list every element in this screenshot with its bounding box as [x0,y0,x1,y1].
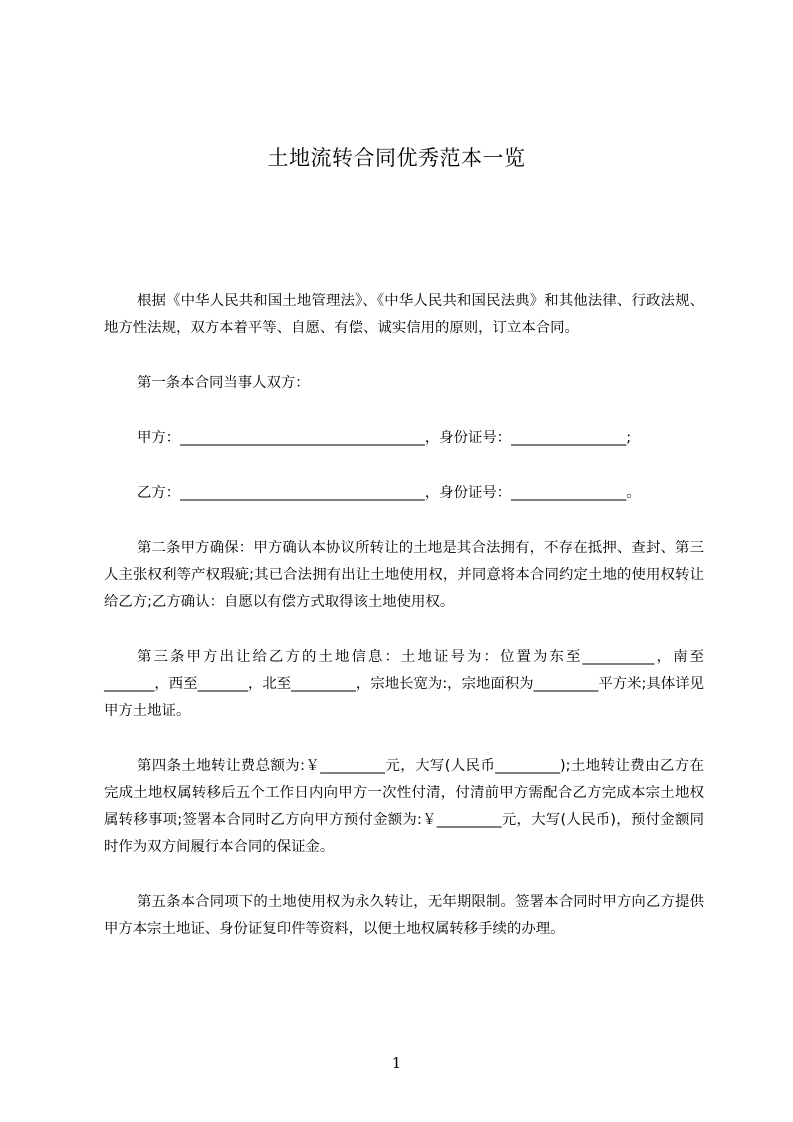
page-number: 1 [391,1054,402,1072]
article-4-paragraph: 第四条土地转让费总额为:￥_________元，大写(人民币_________);土地转让费由乙方在完成土地权属转移后五个工作日内向甲方一次性付清，付清前甲方需配合乙方完成本宗土地权属转移事项;签署本合同时乙方向甲方预付金额为:￥_________元，大写(人民币)，预付金额同时作为双方间履行本合同的保证金。 [104,758,704,855]
document-body [104,288,704,971]
article-2-paragraph: 第二条甲方确保：甲方确认本协议所转让的土地是其合法拥有，不存在抵押、查封、第三人主张权利等产权瑕疵;其已合法拥有出让土地使用权，并同意将本合同约定土地的使用权转让给乙方;乙方确认：自愿以有偿方式取得该土地使用权。 [104,540,704,610]
party-b-line: 乙方：__________________________________，身份证号：________________。 [137,485,641,501]
party-a-line: 甲方：__________________________________，身份证号：________________; [137,430,632,446]
article-5-paragraph: 第五条本合同项下的土地使用权为永久转让，无年期限制。签署本合同时甲方向乙方提供甲方本宗土地证、身份证复印件等资料，以便土地权属转移手续的办理。 [104,894,704,937]
preamble-paragraph: 根据《中华人民共和国土地管理法》、《中华人民共和国民法典》和其他法律、行政法规、地方性法规，双方本着平等、自愿、有偿、诚实信用的原则，订立本合同。 [104,293,704,336]
document-title: 土地流转合同优秀范本一览 [267,146,526,170]
article-1-heading: 第一条本合同当事人双方： [137,375,310,391]
article-3-paragraph: 第三条甲方出让给乙方的土地信息：土地证号为：位置为东至__________，南至_______，西至_______，北至_________，宗地长宽为:，宗地面积为_________平方米;具体详见甲方土地证。 [104,649,704,719]
